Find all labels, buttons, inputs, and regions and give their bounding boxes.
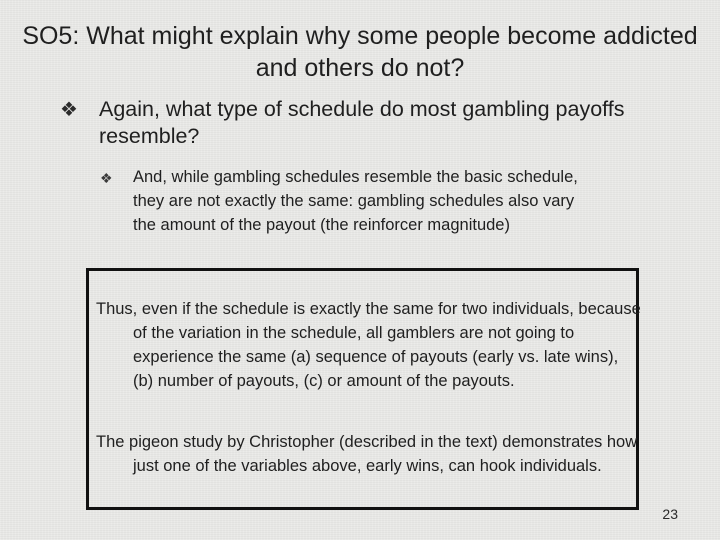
- bullet-level-2: [100, 165, 600, 237]
- page-number: 23: [662, 506, 678, 522]
- bullet-level-1: [60, 96, 660, 150]
- sub-bullet-text: And, while gambling schedules resemble the basic schedule, they are not exactly the same: gambling schedules also vary the amount of the payout (the reinforcer magnitude): [133, 168, 578, 234]
- bullet-text: Again, what type of schedule do most gambling payoffs resemble?: [99, 97, 625, 148]
- callout-paragraph: Thus, even if the schedule is exactly the same for two individuals, because of the variation in the schedule, all gamblers are not going to experience the same (a) sequence of payouts (early vs. late wins), (b) number of payouts, (c) or amount of the payouts.: [96, 300, 641, 390]
- callout-paragraph: The pigeon study by Christopher (described in the text) demonstrates how just one of the variables above, early wins, can hook individuals.: [96, 433, 638, 475]
- slide-title: SO5: What might explain why some people become addicted and others do not?: [22, 22, 698, 82]
- diamond-bullet-icon: ❖: [60, 99, 78, 121]
- diamond-bullet-icon: ❖: [100, 170, 113, 186]
